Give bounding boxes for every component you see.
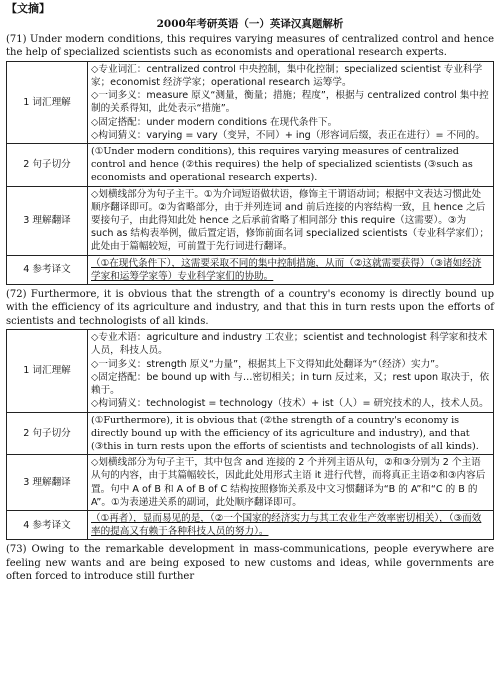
question-71-text: (71) Under modern conditions, this requires varying measures of centralized control and hence the help of specialized scientists such as economists and operational research experts. — [6, 34, 494, 59]
table-row — [7, 455, 494, 511]
content-line: (①Furthermore), it is obvious that (②the strength of a country's economy is directly bound up with the efficiency of its agriculture and industry), and that (③this in turn rests upon the efforts of scientists and technologists of all kinds). — [91, 414, 479, 452]
content-line: （①再者），显而易见的是，（②一个国家的经济实力与其工农业生产效率密切相关），（③而效率的提高又有赖于各种科技人员的努力）。 — [91, 512, 482, 538]
question-73-text: (73) Owing to the remarkable development in mass-communications, people everywhere are feeling new wants and are being exposed to new customs and ideas, while governments are often forced to introduce still further — [6, 544, 494, 583]
article-title: 2000年考研英语（一）英译汉真题解析 — [156, 18, 344, 30]
content-line: （①在现代条件下），这需要采取不同的集中控制措施，从而（②这就需要获得）（③诸如经济学家和运筹学家等）专业科学家们的协助。 — [91, 257, 482, 282]
row-content — [88, 412, 494, 455]
row-label: 4 参考译文 — [7, 255, 88, 284]
row-content — [88, 144, 494, 187]
row-label: 3 理解翻译 — [7, 455, 88, 511]
content-line: (①Under modern conditions), this requires varying measures of centralized control and hence (②this requires) the help of specialized scientists (③such as economists and operational research experts). — [91, 146, 473, 184]
content-line: ◇专业词汇：centralized control 中央控制，集中化控制；specialized scientist 专业科学家；economist 经济学家；operational research 运筹学。 — [91, 63, 483, 89]
row-label: 1 词汇理解 — [7, 61, 88, 143]
content-line: ◇一词多义：strength 原义“力量”，根据其上下文得知此处翻译为“（经济）实力”。 — [91, 358, 445, 370]
table-row — [7, 144, 494, 187]
table-row — [7, 61, 494, 143]
question-72-text: (72) Furthermore, it is obvious that the strength of a country's economy is directly bound up with the efficiency of its agriculture and industry, and that this in turn rests upon the efforts of scientists and technologists of all kinds. — [6, 289, 494, 327]
row-content — [88, 455, 494, 511]
table-row — [7, 412, 494, 455]
row-label: 3 理解翻译 — [7, 186, 88, 255]
content-line: ◇固定搭配：be bound up with 与…密切相关；in turn 反过来，又；rest upon 取决于，依赖于。 — [91, 371, 490, 397]
content-line: ◇划横线部分为句子主干，其中包含 and 连接的 2 个并列主语从句，②和③分别为 2 个主语从句的内容，由于其篇幅较长，因此此处用形式主语 it 进行代替，而将真正主语②和③内容后置。句中 A of B 和 A of B of C 结构按照修饰关系及中文习惯翻译为“B 的 A”和“C 的 B 的 A”。①为表递进关系的副词，此处顺序翻译即可。 — [91, 457, 486, 508]
table-row — [7, 330, 494, 412]
row-content — [88, 255, 494, 284]
content-line: ◇固定搭配：under modern conditions 在现代条件下。 — [91, 116, 338, 128]
row-content — [88, 510, 494, 539]
row-content — [88, 330, 494, 412]
question-72-analysis-table — [6, 329, 494, 540]
table-row — [7, 186, 494, 255]
row-label: 1 词汇理解 — [7, 330, 88, 412]
row-label: 4 参考译文 — [7, 510, 88, 539]
content-line: ◇构词猜义：technologist = technology（技术）+ ist（人）= 研究技术的人，技术人员。 — [91, 398, 489, 410]
content-line: ◇专业术语：agriculture and industry 工农业；scientist and technologist 科学家和技术人员，科技人员。 — [91, 332, 488, 357]
content-line: ◇划横线部分为句子主干。①为介词短语做状语，修饰主干谓语动词；根据中文表达习惯此处顺序翻译即可。②为省略部分，由于并列连词 and 前后连接的内容结构一致，且 hence 之后要接句子，由此得知此处 hence 之后承前省略了相同部分 this require（这需要）。③为 such as 结构表举例，做后置定语，修饰前面名词 specialized scientists（专业科学家们）；此处由于篇幅较短，可前置于先行词进行翻译。 — [91, 188, 490, 253]
row-label: 2 句子切分 — [7, 144, 88, 187]
row-content — [88, 61, 494, 143]
content-line: ◇一词多义：measure 原义“测量，衡量；措施；程度”，根据与 centralized control 集中控制的关系得知，此处表示“措施”。 — [91, 90, 489, 115]
question-71-analysis-table — [6, 61, 494, 285]
table-row — [7, 510, 494, 539]
table-row — [7, 255, 494, 284]
row-label: 2 句子切分 — [7, 412, 88, 455]
row-content — [88, 186, 494, 255]
article-tag: 【文摘】 — [6, 2, 50, 15]
content-line: ◇构词猜义：varying = vary（变异，不同）+ ing（形容词后缀，表正在进行）= 不同的。 — [91, 129, 485, 141]
